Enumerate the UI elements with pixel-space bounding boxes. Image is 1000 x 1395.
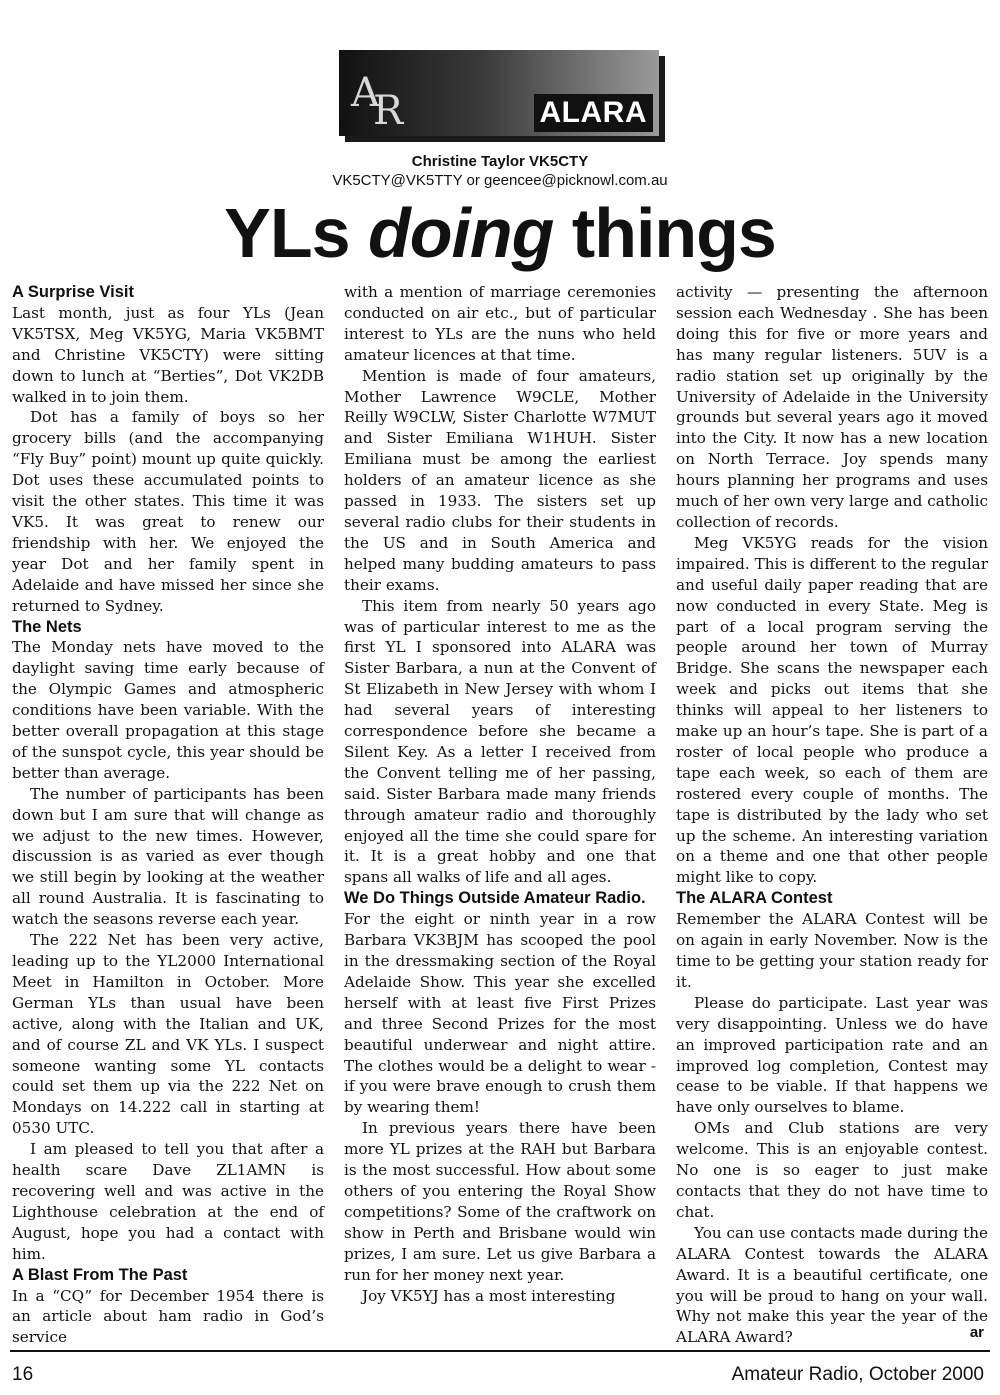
author-name: Christine Taylor VK5CTY: [411, 153, 589, 170]
column-3: [676, 282, 988, 1347]
logo-letter-r: R: [373, 88, 404, 134]
paragraph: Dot has a family of boys so her grocery bills (and the accompanying “Fly Buy” point) mount up quite quickly. Dot uses these accumulated points to visit the other states. This time it was VK5. It was great to renew our friendship with her. We enjoyed the year Dot and her family spent in Adelaide and have missed her since she returned to Sydney.: [12, 408, 324, 615]
column-2: [344, 282, 656, 1332]
article-signoff: ar: [969, 1324, 984, 1341]
page-number: 16: [12, 1364, 34, 1385]
paragraph: The number of participants has been down but I am sure that will change as we adjust to the new times. However, discussion is as varied as ever though we still begin by looking at the weather all round Australia. It is fascinating to watch the seasons reverse each year.: [12, 784, 324, 929]
logo-letter-a: A: [351, 70, 380, 116]
paragraph: I am pleased to tell you that after a health scare Dave ZL1AMN is recovering well and was active in the Lighthouse celebration at the end of August, hope you had a contact with him.: [12, 1140, 324, 1263]
paragraph: Joy VK5YJ has a most interesting: [362, 1286, 616, 1305]
subhead-outside-amateur-radio: We Do Things Outside Amateur Radio.: [344, 889, 646, 908]
headline-part-3: things: [553, 194, 776, 272]
subhead-the-nets: The Nets: [12, 617, 82, 636]
paragraph: For the eight or ninth year in a row Barbara VK3BJM has scooped the pool in the dressmaking section of the Royal Adelaide Show. This year she excelled herself with at least five First Prizes and three Second Prizes for the most beautiful underwear and night attire. The clothes would be a delight to wear - if you were brave enough to crush them by wearing them!: [344, 910, 656, 1117]
subhead-alara-contest: The ALARA Contest: [676, 889, 833, 908]
magazine-issue: Amateur Radio, October 2000: [731, 1364, 984, 1385]
footer-rule: [10, 1350, 990, 1352]
byline: [0, 152, 1000, 190]
paragraph: Remember the ALARA Contest will be on again in early November. Now is the time to be getting your station ready for it.: [676, 910, 988, 991]
paragraph: Last month, just as four YLs (Jean VK5TSX, Meg VK5YG, Maria VK5BMT and Christine VK5CTY) were sitting down to lunch at “Berties”, Dot VK2DB walked in to join them.: [12, 303, 324, 406]
paragraph: The 222 Net has been very active, leading up to the YL2000 International Meet in Hamilton in October. More German YLs than usual have been active, along with the Italian and UK, and of course ZL and VK YLs. I suspect someone wanting some YL contacts could set them up via the 222 Net on Mondays on 14.222 call in starting at 0530 UTC.: [12, 931, 324, 1138]
paragraph: with a mention of marriage ceremonies conducted on air etc., but of particular interest to YLs are the nuns who held amateur licences at that time.: [344, 283, 656, 364]
paragraph: Mention is made of four amateurs, Mother Lawrence W9CLE, Mother Reilly W9CLW, Sister Charlotte W7MUT and Sister Emiliana W1HUH. Sister Emiliana must be among the earliest holders of an amateur licence as she passed in 1933. The sisters set up several radio clubs for their students in the US and in South America and helped many budding amateurs to pass their exams.: [344, 366, 656, 594]
column-1: [12, 282, 324, 1347]
headline-part-1: YLs: [224, 194, 368, 272]
ar-logo: [351, 70, 411, 134]
paragraph: OMs and Club stations are very welcome. This is an enjoyable contest. No one is so eager to just make contacts that they do not have time to chat.: [676, 1119, 988, 1221]
subhead-surprise-visit: A Surprise Visit: [12, 283, 134, 301]
paragraph: activity — presenting the afternoon session each Wednesday . She has been doing this for five or more years and has many regular listeners. 5UV is a radio station set up originally by the University of Adelaide in the University grounds but several years ago it moved into the City. It now has a new location on North Terrace. Joy spends many hours planning her programs and uses much of her own very large and catholic collection of records.: [676, 283, 988, 531]
section-banner: [339, 50, 659, 136]
section-title: ALARA: [534, 94, 654, 132]
author-contact: VK5CTY@VK5TTY or geencee@picknowl.com.au: [332, 172, 668, 189]
paragraph: The Monday nets have moved to the daylight saving time early because of the Olympic Games and atmospheric conditions have been variable. With the better overall propagation at this stage of the sunspot cycle, this year should be better than average.: [12, 638, 324, 782]
paragraph: Meg VK5YG reads for the vision impaired. This is different to the regular and useful daily paper reading that are now conducted in every State. Meg is part of a local program serving the people around her town of Murray Bridge. She scans the newspaper each week and picks out items that she thinks will appeal to her listeners to make up an hour’s tape. She is part of a roster of local people who produce a tape each week, so each of them are rostered every couple of months. The tape is distributed by the lady who set up the scheme. An interesting variation on a theme and one that other people might like to copy.: [676, 533, 988, 887]
paragraph: This item from nearly 50 years ago was of particular interest to me as the first YL I sponsored into ALARA was Sister Barbara, a nun at the Convent of St Elizabeth in New Jersey with whom I had several years of interesting correspondence before she became a Silent Key. As a letter I received from the Convent telling me of her passing, said. Sister Barbara made many friends through amateur radio and thoroughly enjoyed all the time she could spare for it. It is a great hobby and one that spans all walks of life and all ages.: [344, 596, 656, 887]
subhead-blast-from-past: A Blast From The Past: [12, 1265, 188, 1284]
paragraph: In previous years there have been more YL prizes at the RAH but Barbara is the most successful. How about some others of you entering the Royal Show competitions? Some of the craftwork on show in Perth and Brisbane would win prizes, I am sure. Let us give Barbara a run for her money next year.: [344, 1119, 656, 1284]
paragraph: In a “CQ” for December 1954 there is an article about ham radio in God’s service: [12, 1286, 324, 1347]
paragraph: You can use contacts made during the ALARA Contest towards the ALARA Award. It is a beautiful certificate, one you will be proud to hang on your wall. Why not make this year the year of the ALARA Award?: [676, 1223, 988, 1347]
article-headline: [0, 192, 1000, 274]
headline-part-2: doing: [367, 194, 554, 272]
paragraph: Please do participate. Last year was very disappointing. Unless we do have an improved participation rate and an improved log completion, Contest may cease to be viable. If that happens we have only ourselves to blame.: [676, 993, 988, 1117]
